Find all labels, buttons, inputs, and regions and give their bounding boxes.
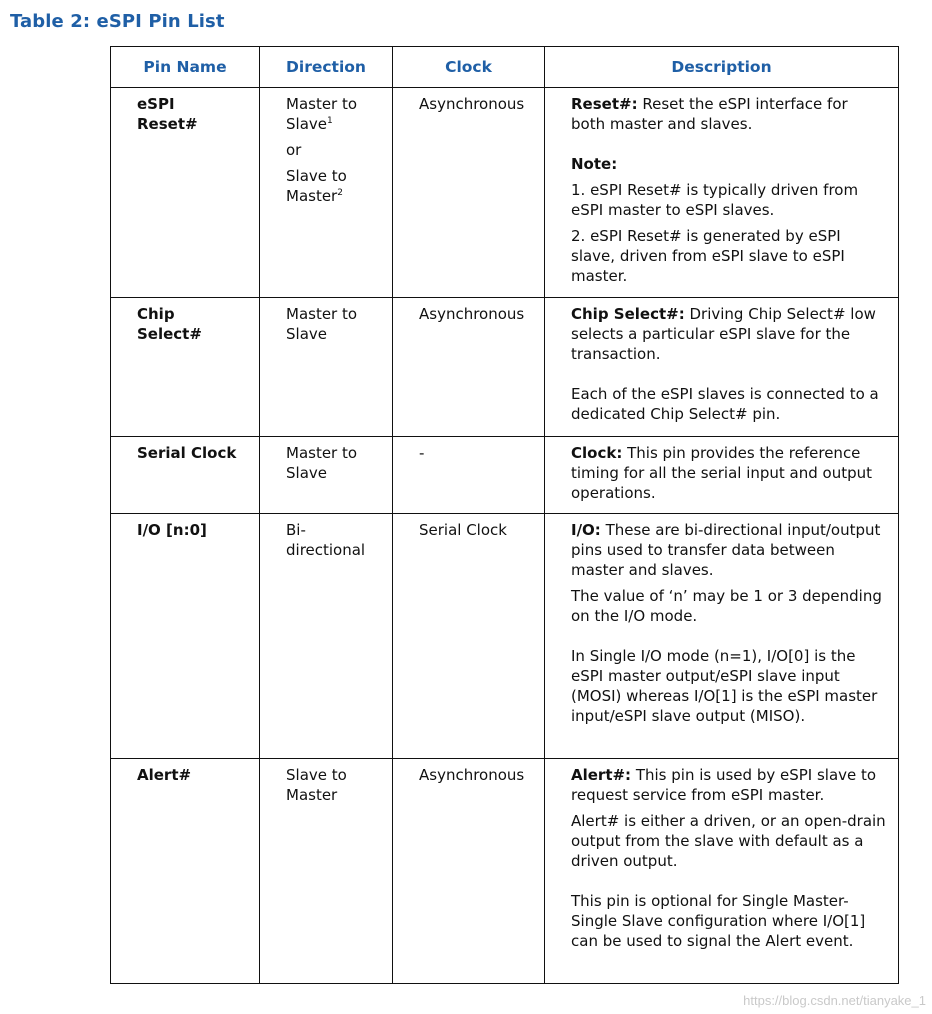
description-label: Reset#: — [571, 95, 638, 113]
description-cell — [545, 88, 899, 298]
description-text: Reset the eSPI interface for both master and slaves. — [571, 95, 848, 133]
description-cell — [545, 759, 899, 984]
direction-cell — [260, 298, 393, 437]
description-label: Alert#: — [571, 766, 632, 784]
header-pin-name: Pin Name — [111, 47, 260, 88]
description-paragraph: In Single I/O mode (n=1), I/O[0] is the eSPI master output/eSPI slave input (MOSI) whereas I/O[1] is the eSPI master input/eSPI slave output (MISO). — [571, 647, 878, 725]
header-description: Description — [545, 47, 899, 88]
description-text: Driving Chip Select# low selects a particular eSPI slave for the transaction. — [571, 305, 876, 363]
note-item: 1. eSPI Reset# is typically driven from eSPI master to eSPI slaves. — [571, 181, 859, 219]
direction-text: directional — [286, 541, 366, 559]
pin-name: Reset# — [137, 115, 198, 133]
direction-text: Master — [286, 786, 338, 804]
direction-text: Slave to — [286, 766, 347, 784]
footnote-marker: 1 — [327, 116, 333, 126]
pin-name-cell: Serial Clock — [111, 437, 260, 514]
description-label: Clock: — [571, 444, 623, 462]
description-label: I/O: — [571, 521, 601, 539]
description-text: These are bi-directional input/output pins used to transfer data between master and slaves. — [571, 521, 881, 579]
clock-cell: Serial Clock — [393, 514, 545, 759]
table-row — [111, 437, 899, 514]
footnote-marker: 2 — [337, 188, 343, 198]
description-paragraph: The value of ‘n’ may be 1 or 3 depending on the I/O mode. — [571, 587, 882, 625]
table-row — [111, 88, 899, 298]
direction-text: Master — [286, 187, 338, 205]
pin-name-cell: Alert# — [111, 759, 260, 984]
direction-cell — [260, 514, 393, 759]
direction-text: Slave — [286, 464, 327, 482]
table-row — [111, 298, 899, 437]
description-paragraph: Alert# is either a driven, or an open-drain output from the slave with default as a driven output. — [571, 812, 886, 870]
header-clock: Clock — [393, 47, 545, 88]
pin-name: eSPI — [137, 95, 175, 113]
clock-cell: Asynchronous — [393, 88, 545, 298]
description-text: This pin is used by eSPI slave to request service from eSPI master. — [571, 766, 877, 804]
table-row — [111, 759, 899, 984]
clock-cell: Asynchronous — [393, 298, 545, 437]
direction-text: Master to — [286, 444, 358, 462]
clock-cell: Asynchronous — [393, 759, 545, 984]
pin-name-cell: I/O [n:0] — [111, 514, 260, 759]
note-label: Note: — [571, 155, 618, 173]
description-text: This pin provides the reference timing for all the serial input and output operations. — [571, 444, 873, 502]
direction-text: Slave to — [286, 167, 347, 185]
direction-or: or — [286, 141, 302, 159]
clock-cell: - — [393, 437, 545, 514]
description-cell — [545, 437, 899, 514]
description-cell — [545, 514, 899, 759]
description-label: Chip Select#: — [571, 305, 685, 323]
direction-cell — [260, 759, 393, 984]
description-paragraph: Each of the eSPI slaves is connected to a dedicated Chip Select# pin. — [571, 385, 879, 423]
description-cell — [545, 298, 899, 437]
pin-name-cell — [111, 298, 260, 437]
direction-text: Slave — [286, 325, 327, 343]
pin-name-cell — [111, 88, 260, 298]
direction-text: Slave — [286, 115, 327, 133]
table-title: Table 2: eSPI Pin List — [10, 11, 225, 32]
watermark: https://blog.csdn.net/tianyake_1 — [743, 993, 926, 1008]
espi-pin-table — [110, 46, 899, 984]
description-paragraph: This pin is optional for Single Master-Single Slave configuration where I/O[1] can be used to signal the Alert event. — [571, 892, 866, 950]
direction-cell — [260, 88, 393, 298]
direction-text: Master to — [286, 95, 358, 113]
table-row — [111, 514, 899, 759]
header-row — [111, 47, 899, 88]
header-direction: Direction — [260, 47, 393, 88]
direction-cell — [260, 437, 393, 514]
direction-text: Master to — [286, 305, 358, 323]
pin-name: Select# — [137, 325, 202, 343]
pin-name: Chip — [137, 305, 175, 323]
direction-text: Bi- — [286, 521, 306, 539]
note-item: 2. eSPI Reset# is generated by eSPI slave, driven from eSPI slave to eSPI master. — [571, 227, 845, 285]
